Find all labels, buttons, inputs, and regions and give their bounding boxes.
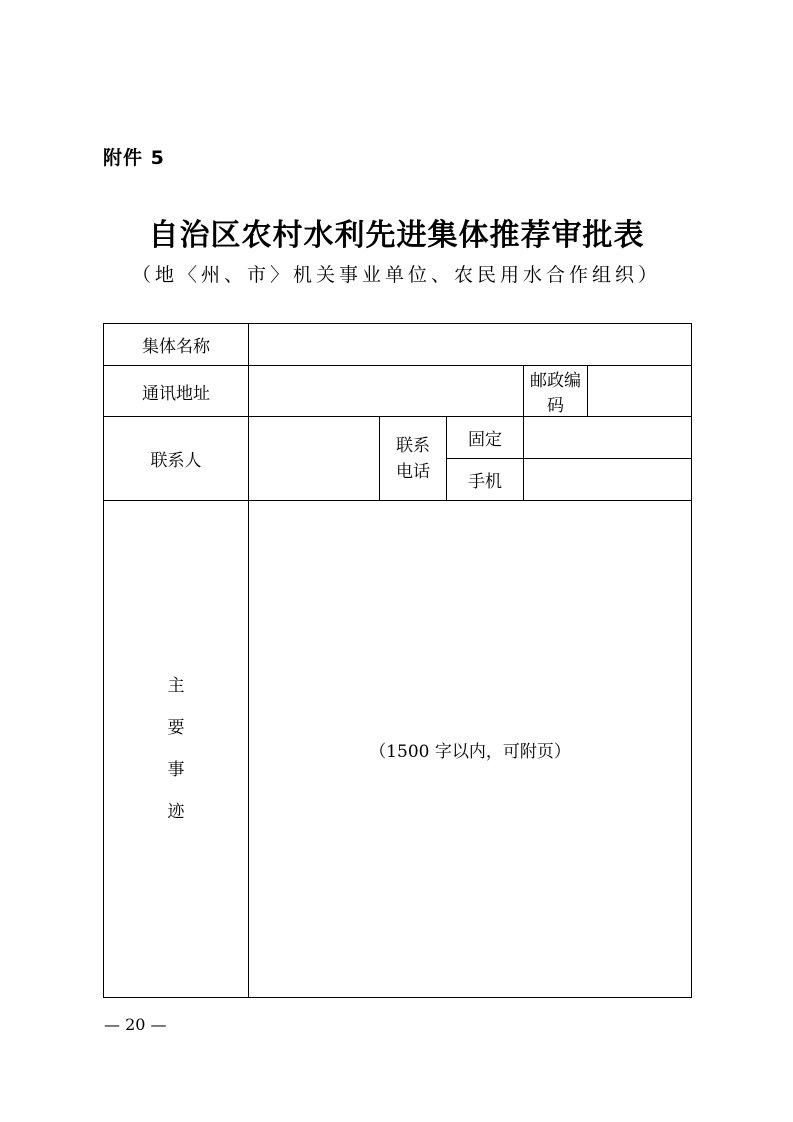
- main-deeds-label: [104, 501, 249, 998]
- postcode-label: 邮政编码: [524, 366, 588, 417]
- landline-field[interactable]: [524, 417, 692, 459]
- main-deeds-char: 要: [167, 718, 185, 738]
- main-deeds-char: 事: [167, 760, 185, 780]
- main-deeds-char: 迹: [167, 802, 185, 822]
- contact-phone-label-line1: 联系: [396, 435, 430, 456]
- approval-form-table: [103, 323, 692, 998]
- main-deeds-char: 主: [167, 676, 185, 696]
- page-number: — 20 —: [104, 1015, 167, 1034]
- main-deeds-hint: （1500 字以内，可附页）: [369, 741, 571, 762]
- address-field[interactable]: [249, 366, 524, 417]
- address-label: 通讯地址: [104, 366, 249, 417]
- contact-phone-label: [380, 417, 447, 501]
- postcode-field[interactable]: [588, 366, 692, 417]
- contact-person-field[interactable]: [249, 417, 380, 501]
- attachment-label: 附件 5: [103, 147, 165, 169]
- mobile-label: 手机: [447, 459, 524, 501]
- landline-label: 固定: [447, 417, 524, 459]
- mobile-field[interactable]: [524, 459, 692, 501]
- main-deeds-field[interactable]: [249, 501, 692, 998]
- collective-name-field[interactable]: [249, 324, 692, 366]
- form-subtitle: （地〈州、市〉机关事业单位、农民用水合作组织）: [131, 264, 661, 286]
- collective-name-label: 集体名称: [104, 324, 249, 366]
- contact-person-label: 联系人: [104, 417, 249, 501]
- form-title: 自治区农村水利先进集体推荐审批表: [148, 218, 645, 253]
- contact-phone-label-line2: 电话: [396, 461, 430, 482]
